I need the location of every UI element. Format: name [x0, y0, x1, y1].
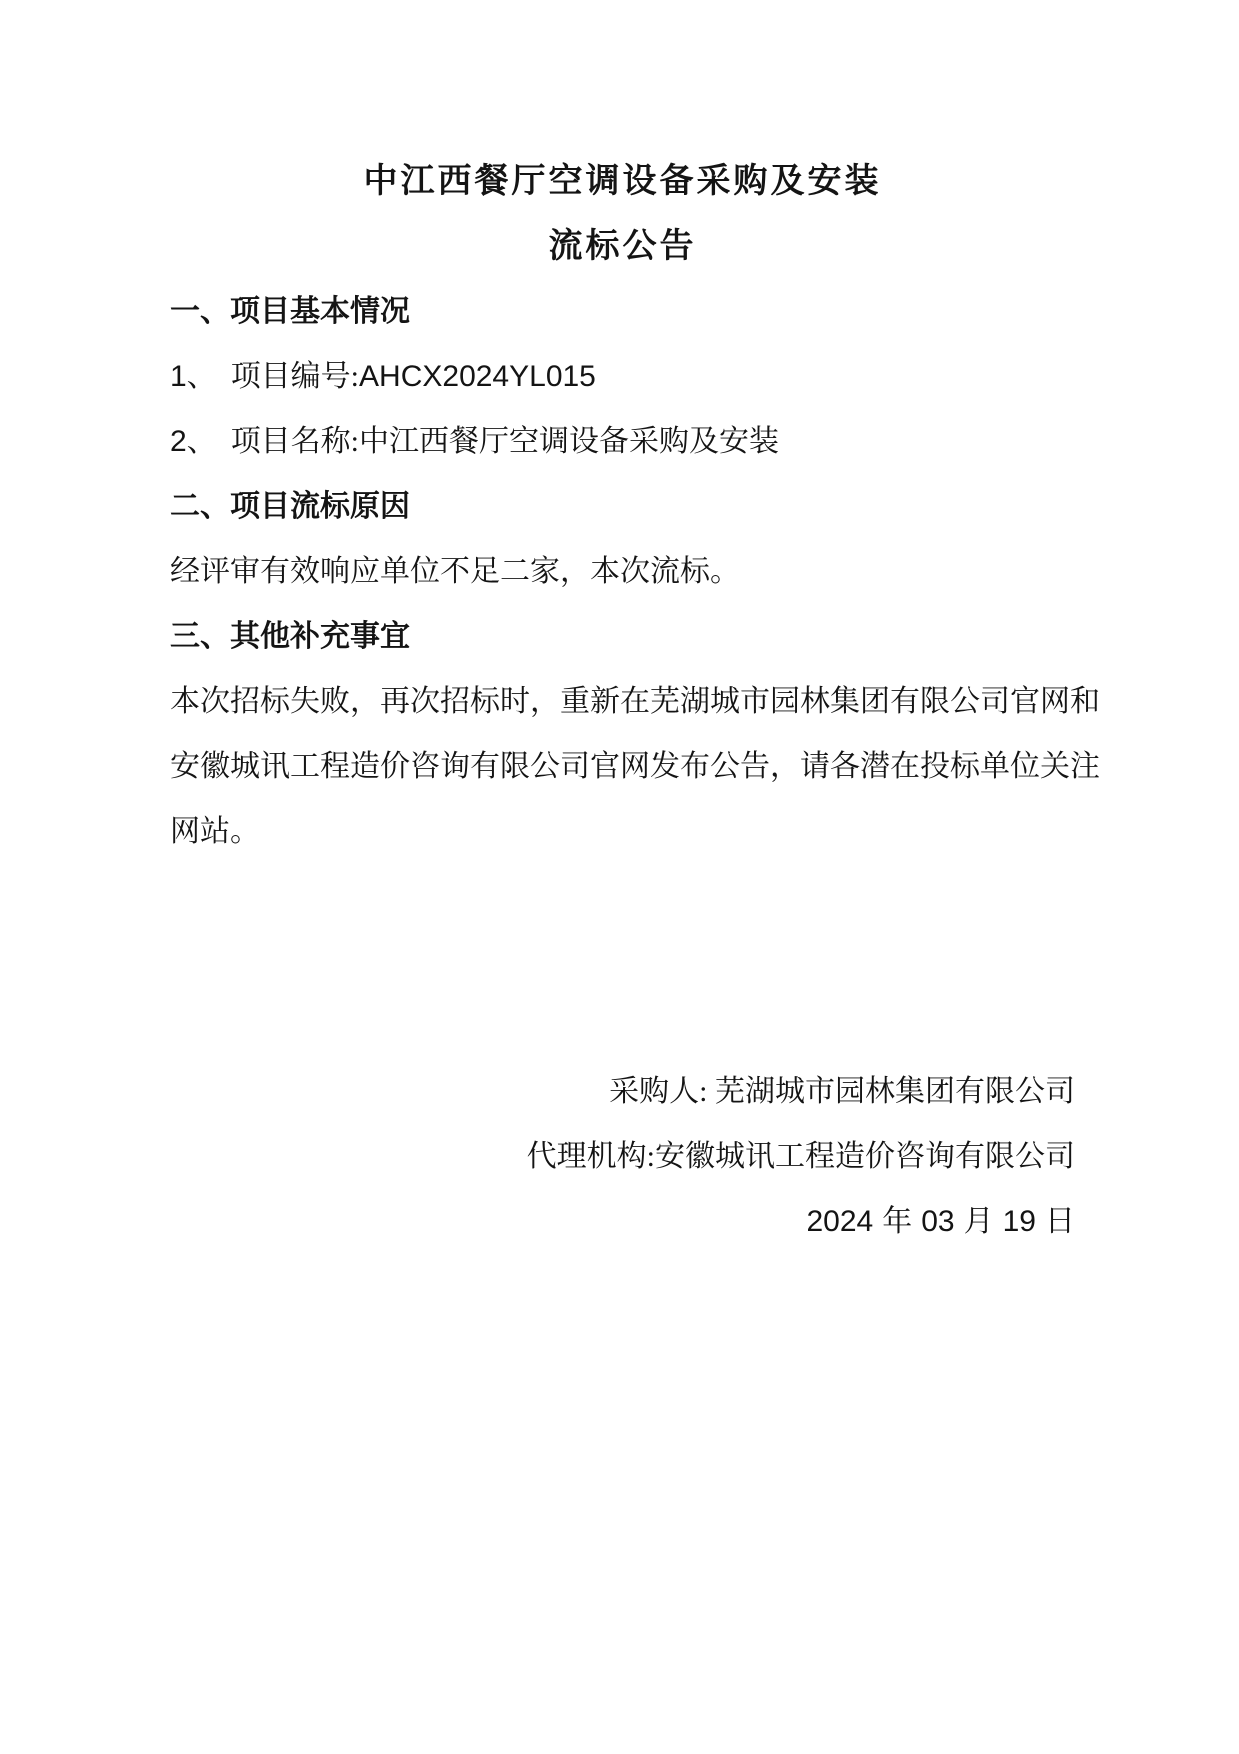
date-day: 19	[1002, 1205, 1036, 1238]
purchaser-label: 采购人:	[609, 1075, 715, 1108]
section1-heading: 一、项目基本情况	[170, 295, 410, 328]
blank-space	[170, 994, 1075, 1059]
agency-line	[170, 1124, 1075, 1189]
section3-body-line2: 安徽城讯工程造价咨询有限公司官网发布公告，请各潜在投标单位关注	[170, 750, 1100, 783]
project-name-value: 中江西餐厅空调设备采购及安装	[359, 425, 780, 458]
section3-heading: 三、其他补充事宜	[170, 620, 410, 653]
project-name-line	[170, 409, 1075, 474]
section2-heading: 二、项目流标原因	[170, 490, 410, 523]
project-number-value: AHCX2024YL015	[359, 360, 596, 393]
project-number-line	[170, 344, 1075, 409]
date-year-unit: 年	[882, 1205, 913, 1238]
section3-body-line1: 本次招标失败，再次招标时，重新在芜湖城市园林集团有限公司官网和	[170, 685, 1100, 718]
document-title: 中江西餐厅空调设备采购及安装	[363, 163, 882, 200]
purchaser-name: 芜湖城市园林集团有限公司	[715, 1075, 1075, 1108]
document-subtitle: 流标公告	[548, 228, 697, 265]
agency-label: 代理机构:	[526, 1140, 655, 1173]
section2-body: 经评审有效响应单位不足二家，本次流标。	[170, 555, 740, 588]
project-name-label: 项目名称:	[230, 425, 360, 458]
section3-body-line3: 网站。	[170, 815, 260, 848]
agency-name: 安徽城讯工程造价咨询有限公司	[655, 1140, 1075, 1173]
date-month: 03	[921, 1205, 955, 1238]
project-number-label: 项目编号:	[230, 360, 360, 393]
date-line	[170, 1189, 1075, 1254]
date-year: 2024	[806, 1205, 874, 1238]
date-month-unit: 月	[963, 1205, 994, 1238]
purchaser-line	[170, 1059, 1075, 1124]
blank-space	[170, 864, 1075, 929]
blank-space	[170, 929, 1075, 994]
project-number-bullet: 1、	[170, 360, 217, 393]
date-day-unit: 日	[1045, 1205, 1075, 1238]
project-name-bullet: 2、	[170, 425, 217, 458]
